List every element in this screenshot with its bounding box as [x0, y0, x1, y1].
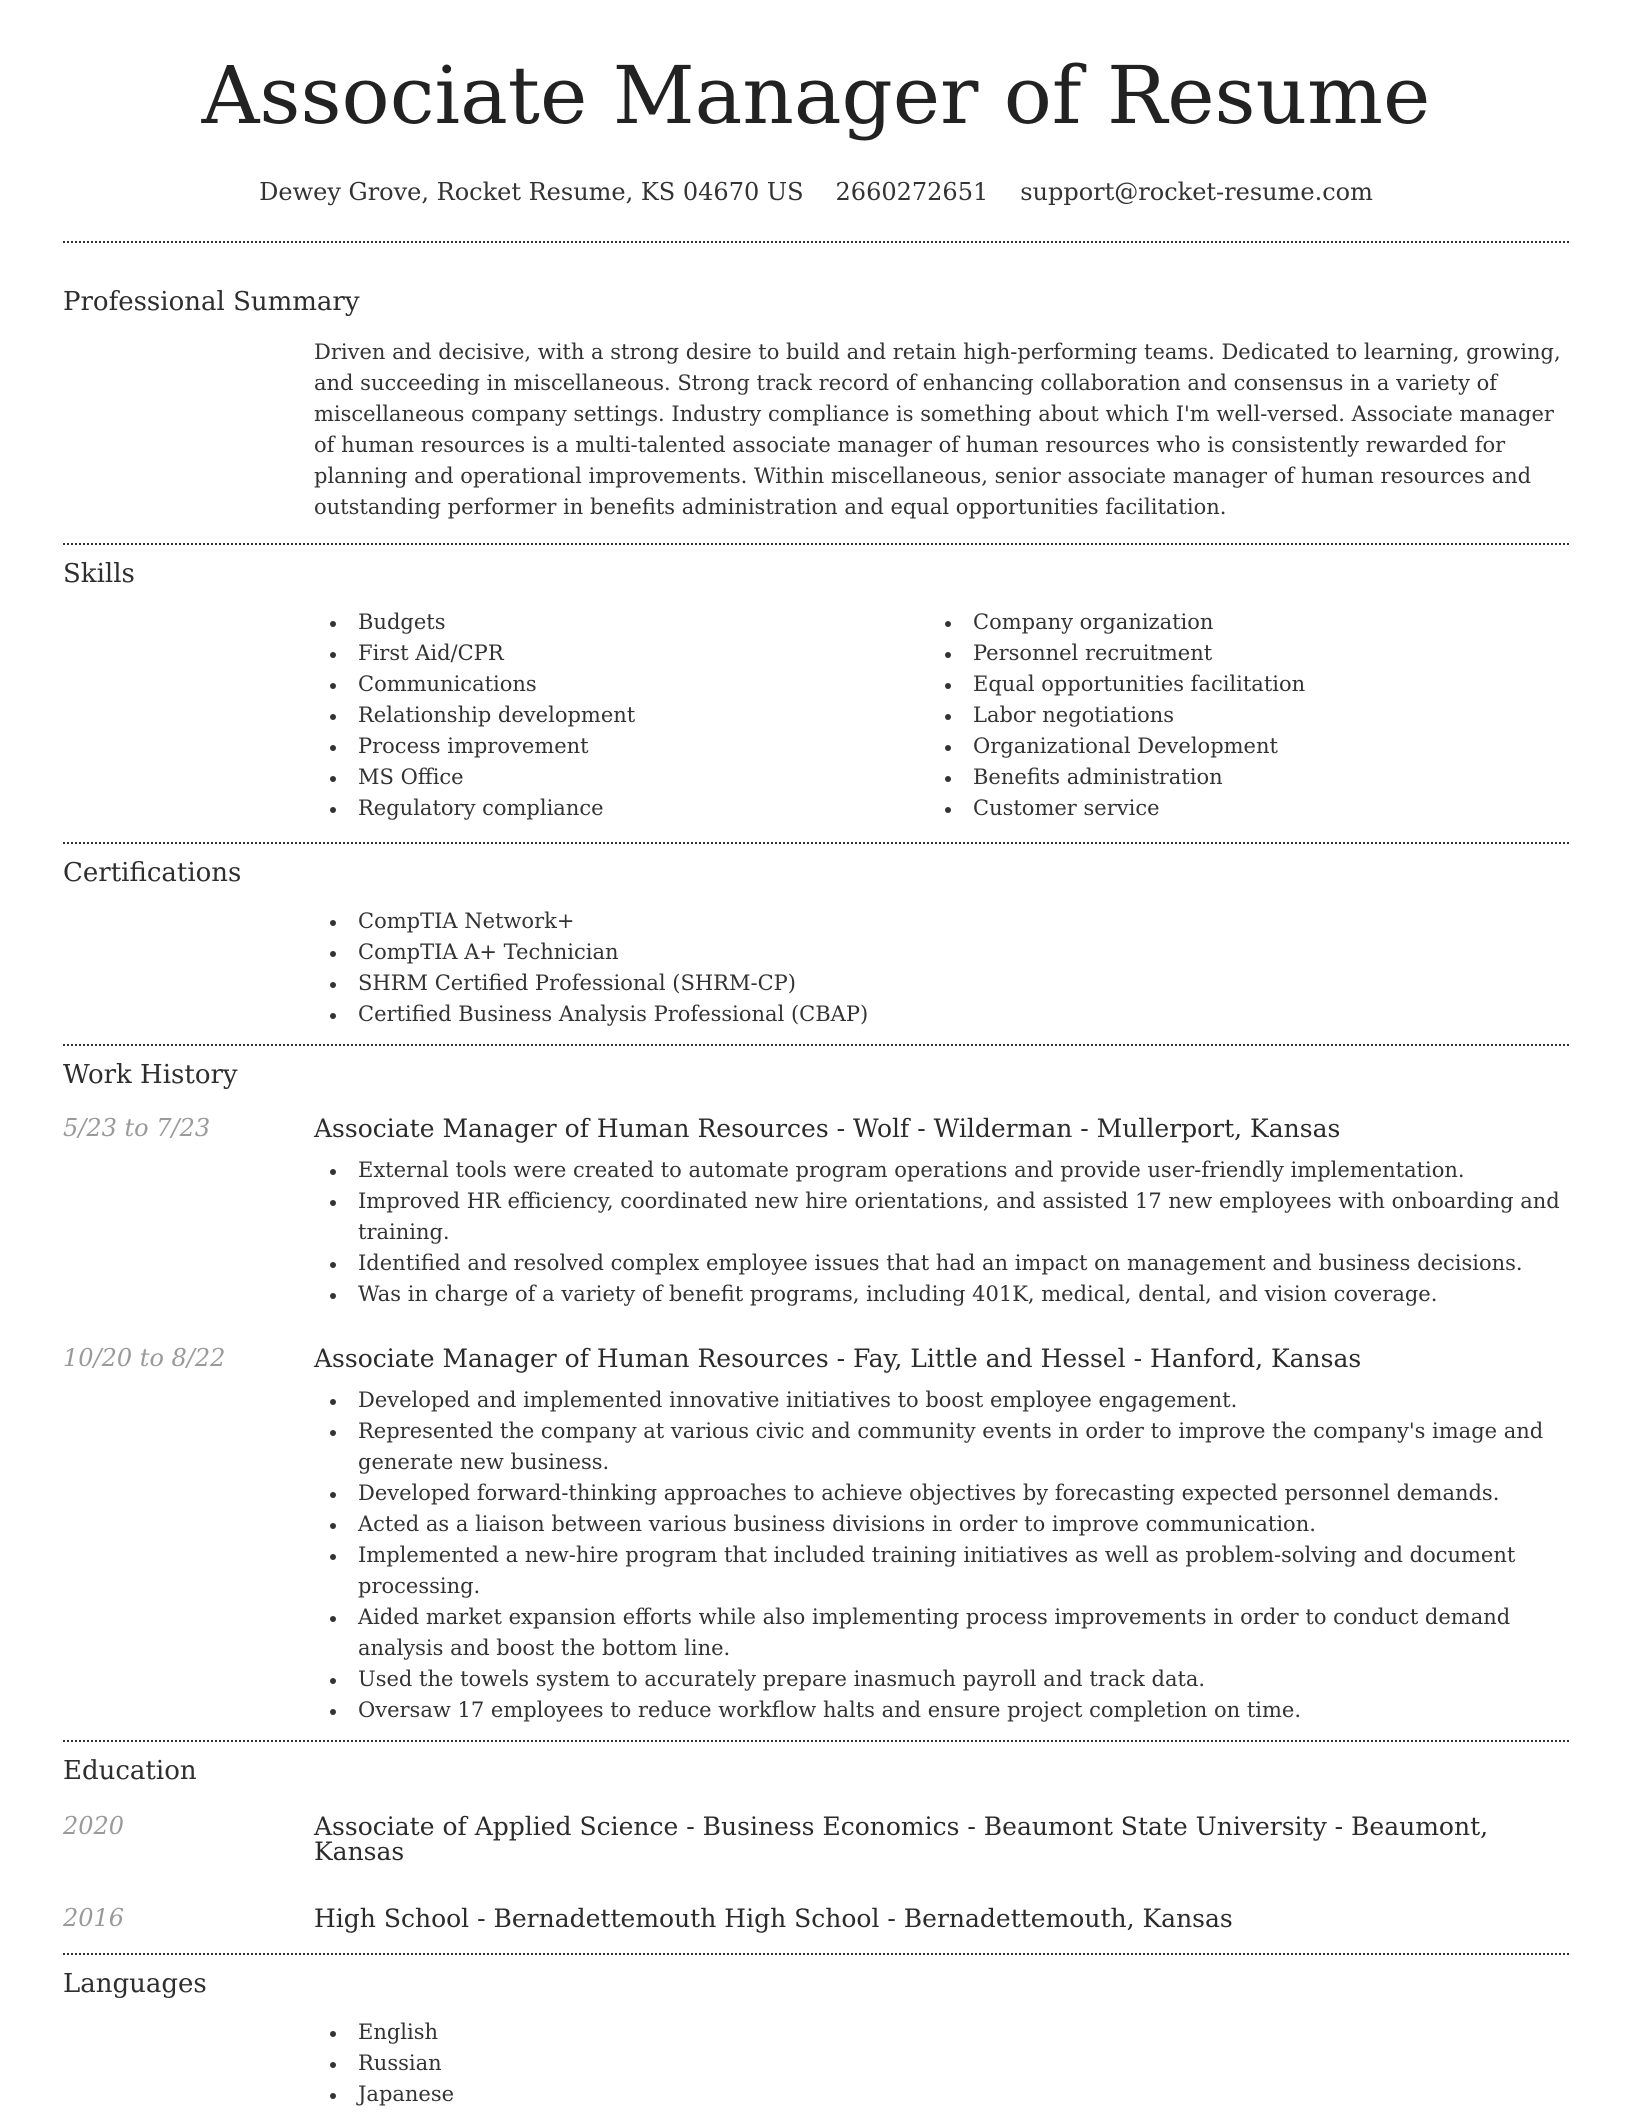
- language-item: Japanese: [314, 2079, 1569, 2110]
- job-bullet: External tools were created to automate program operations and provide user-friendly implementation.: [314, 1155, 1569, 1186]
- job-entry: [63, 1346, 1569, 1726]
- section-divider: [63, 1740, 1569, 1742]
- job-title: Associate Manager of Human Resources - Wolf - Wilderman - Mullerport, Kansas: [314, 1114, 1341, 1143]
- skills-columns: [314, 607, 1569, 824]
- skill-item: First Aid/CPR: [314, 638, 929, 669]
- certification-item: Certified Business Analysis Professional (CBAP): [314, 999, 1569, 1030]
- skill-item: Budgets: [314, 607, 929, 638]
- job-body: [314, 1346, 1569, 1726]
- skill-item: Equal opportunities facilitation: [929, 669, 1544, 700]
- education-body: [314, 1906, 1569, 1931]
- job-bullet: Identified and resolved complex employee issues that had an impact on management and business decisions.: [314, 1248, 1569, 1279]
- education-year: 2020: [63, 1812, 125, 1840]
- education-section: [63, 1758, 1569, 1931]
- skill-item: Benefits administration: [929, 762, 1544, 793]
- summary-heading: Professional Summary: [63, 287, 360, 317]
- skills-heading: Skills: [63, 559, 135, 589]
- job-bullet: Developed forward-thinking approaches to achieve objectives by forecasting expected personnel demands.: [314, 1478, 1569, 1509]
- contact-line: [63, 180, 1569, 204]
- job-bullet: Was in charge of a variety of benefit programs, including 401K, medical, dental, and vision coverage.: [314, 1279, 1569, 1310]
- job-bullet: Developed and implemented innovative initiatives to boost employee engagement.: [314, 1385, 1569, 1416]
- language-item: English: [314, 2017, 1569, 2048]
- education-entry: [63, 1906, 1569, 1931]
- job-dates: 10/20 to 8/22: [63, 1344, 226, 1372]
- job-body: [314, 1116, 1569, 1310]
- certifications-heading: Certifications: [63, 858, 242, 888]
- skill-item: Labor negotiations: [929, 700, 1544, 731]
- certification-item: CompTIA A+ Technician: [314, 937, 1569, 968]
- education-title: Associate of Applied Science - Business Economics - Beaumont State University - Beaumont, Kansas: [314, 1812, 1489, 1866]
- resume-header: [63, 0, 1569, 204]
- skill-item: Communications: [314, 669, 929, 700]
- job-dates: 5/23 to 7/23: [63, 1114, 211, 1142]
- certification-item: SHRM Certified Professional (SHRM-CP): [314, 968, 1569, 999]
- section-divider: [63, 1044, 1569, 1046]
- job-entry: [63, 1116, 1569, 1310]
- skills-section: [63, 561, 1569, 824]
- job-bullets: [314, 1385, 1569, 1726]
- skill-item: Relationship development: [314, 700, 929, 731]
- education-year: 2016: [63, 1904, 125, 1932]
- skill-item: Customer service: [929, 793, 1544, 824]
- job-bullet: Improved HR efficiency, coordinated new hire orientations, and assisted 17 new employees with onboarding and training.: [314, 1186, 1569, 1248]
- skill-item: Organizational Development: [929, 731, 1544, 762]
- languages-section: [63, 1971, 1569, 2110]
- education-title: High School - Bernadettemouth High School - Bernadettemouth, Kansas: [314, 1904, 1233, 1933]
- job-bullets: [314, 1155, 1569, 1310]
- candidate-name: Associate Manager of Resume: [201, 49, 1431, 142]
- section-divider: [63, 1953, 1569, 1955]
- certifications-list: [314, 906, 1569, 1030]
- education-body: [314, 1814, 1569, 1864]
- certifications-section: [63, 860, 1569, 1030]
- skill-item: Company organization: [929, 607, 1544, 638]
- certification-item: CompTIA Network+: [314, 906, 1569, 937]
- skills-list-left: [314, 607, 929, 824]
- job-bullet: Represented the company at various civic and community events in order to improve the company's image and generate new business.: [314, 1416, 1569, 1478]
- education-heading: Education: [63, 1756, 197, 1786]
- languages-list: [314, 2017, 1569, 2110]
- skill-item: MS Office: [314, 762, 929, 793]
- summary-text: Driven and decisive, with a strong desire to build and retain high-performing teams. Dedicated to learning, growing, and succeeding in miscellaneous. Strong track record of enhancing collaboration and consensus in a variety of miscellaneous company settings. Industry compliance is something about which I'm well-versed. Associate manager of human resources is a multi-talented associate manager of human resources who is consistently rewarded for planning and operational improvements. Within miscellaneous, senior associate manager of human resources and outstanding performer in benefits administration and equal opportunities facilitation.: [314, 340, 1561, 519]
- section-divider: [63, 842, 1569, 844]
- job-bullet: Aided market expansion efforts while also implementing process improvements in order to conduct demand analysis and boost the bottom line.: [314, 1602, 1569, 1664]
- skill-item: Regulatory compliance: [314, 793, 929, 824]
- work-history-heading: Work History: [63, 1060, 238, 1090]
- contact-address: Dewey Grove, Rocket Resume, KS 04670 US: [259, 178, 804, 206]
- job-title: Associate Manager of Human Resources - Fay, Little and Hessel - Hanford, Kansas: [314, 1344, 1362, 1373]
- skill-item: Process improvement: [314, 731, 929, 762]
- contact-email: support@rocket-resume.com: [1020, 178, 1373, 206]
- skills-list-right: [929, 607, 1544, 824]
- section-divider: [63, 543, 1569, 545]
- job-bullet: Oversaw 17 employees to reduce workflow halts and ensure project completion on time.: [314, 1695, 1569, 1726]
- job-bullet: Acted as a liaison between various business divisions in order to improve communication.: [314, 1509, 1569, 1540]
- job-bullet: Used the towels system to accurately prepare inasmuch payroll and track data.: [314, 1664, 1569, 1695]
- section-divider: [63, 241, 1569, 243]
- job-bullet: Implemented a new-hire program that included training initiatives as well as problem-solving and document processing.: [314, 1540, 1569, 1602]
- work-history-section: [63, 1062, 1569, 1726]
- skill-item: Personnel recruitment: [929, 638, 1544, 669]
- education-entry: [63, 1814, 1569, 1864]
- summary-section: [63, 289, 1569, 523]
- language-item: Russian: [314, 2048, 1569, 2079]
- contact-phone: 2660272651: [835, 178, 989, 206]
- languages-heading: Languages: [63, 1969, 207, 1999]
